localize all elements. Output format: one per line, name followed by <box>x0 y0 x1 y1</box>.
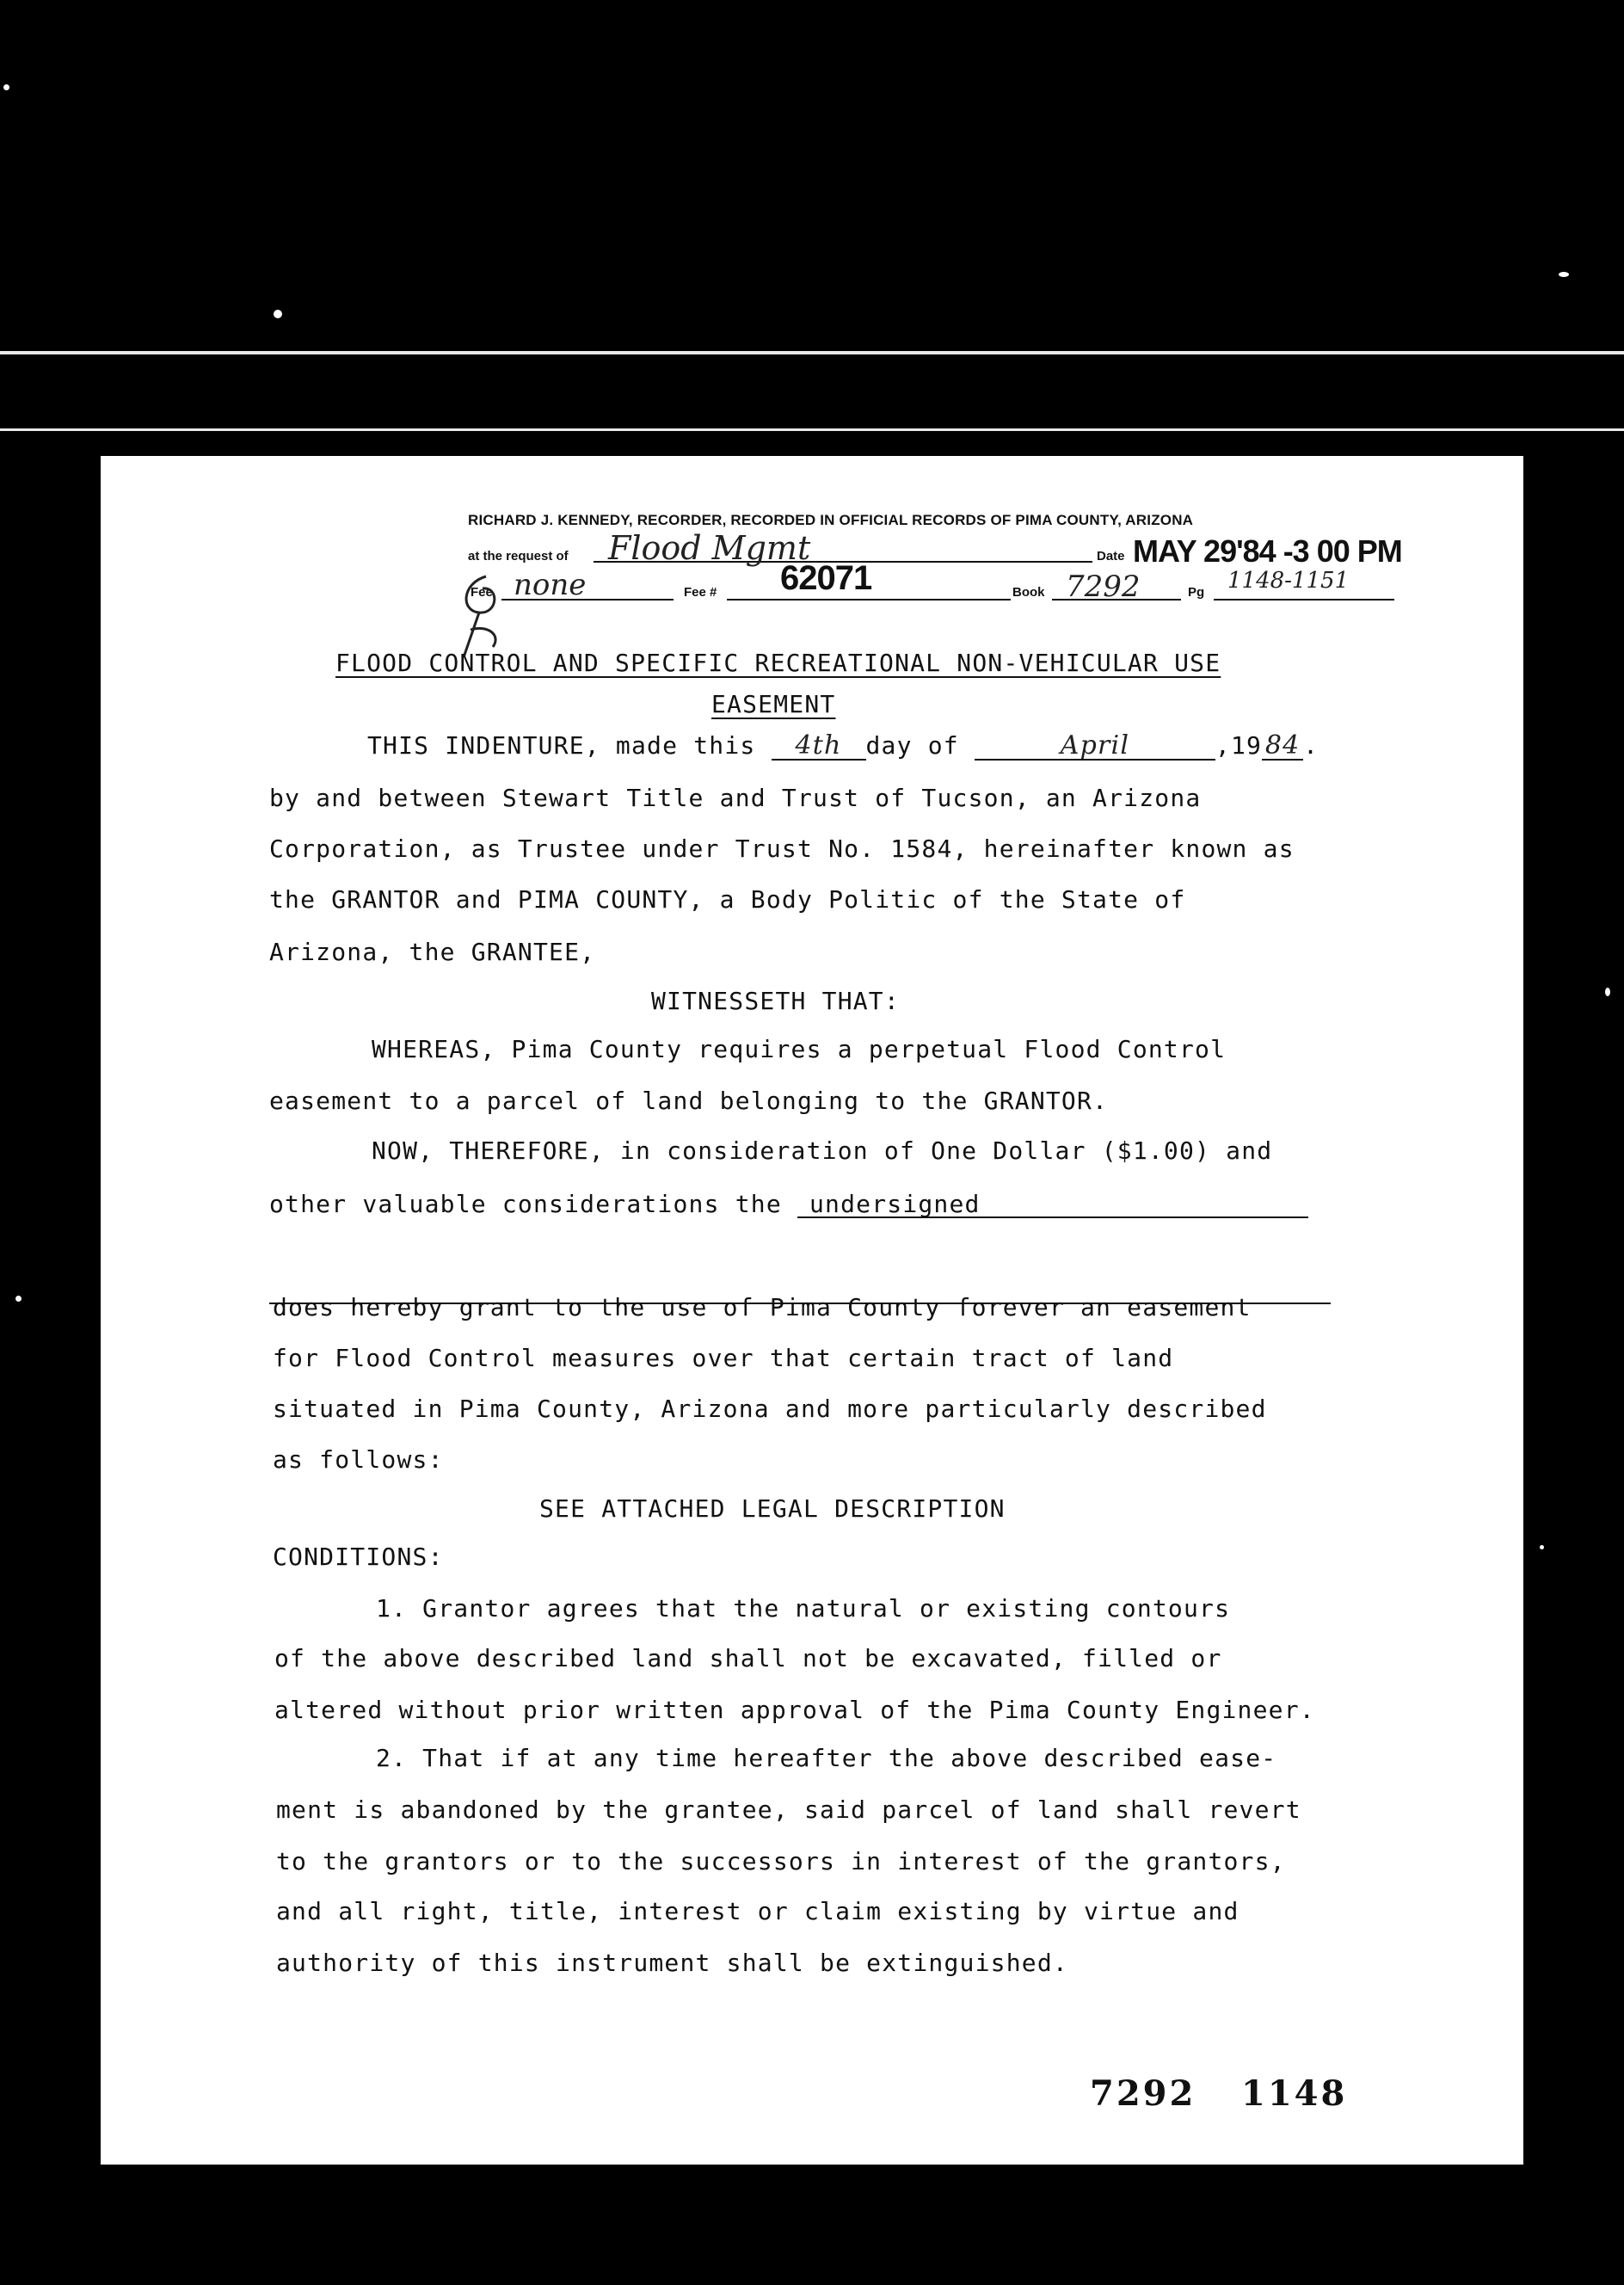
now-therefore-line: NOW, THEREFORE, in consideration of One Dollar ($1.00) and <box>372 1136 1273 1165</box>
grant-line: as follows: <box>273 1445 444 1474</box>
scan-speck <box>274 310 282 318</box>
indenture-line: THIS INDENTURE, made this 4th day of April ,19 84 . <box>367 730 1320 761</box>
fee-number-label: Fee # <box>684 585 717 600</box>
body-line: Arizona, the GRANTEE, <box>269 938 596 966</box>
document-title-line2: EASEMENT <box>711 690 836 718</box>
request-value: Flood Mgmt <box>608 529 811 567</box>
whereas-line: WHEREAS, Pima County requires a perpetual Flood Control <box>372 1035 1227 1063</box>
request-label: at the request of <box>468 549 569 564</box>
recorder-stamp-header: RICHARD J. KENNEDY, RECORDER, RECORDED IN OFFICIAL RECORDS OF PIMA COUNTY, ARIZONA <box>468 512 1194 528</box>
indenture-day-of: day of <box>865 731 959 760</box>
body-line: the GRANTOR and PIMA COUNTY, a Body Politic of the State of <box>269 885 1186 914</box>
now-therefore-line <box>269 1192 1308 1218</box>
page-underline <box>1214 599 1394 601</box>
document-title-line1: FLOOD CONTROL AND SPECIFIC RECREATIONAL NON-VEHICULAR USE <box>335 649 1221 677</box>
scan-speck <box>1559 272 1569 277</box>
scan-speck <box>1605 988 1610 996</box>
fee-label: Fee <box>471 585 493 600</box>
scan-speck <box>3 84 9 90</box>
indenture-month: April <box>975 733 1215 761</box>
condition-1-line: altered without prior written approval of the Pima County Engineer. <box>274 1696 1315 1724</box>
date-value: MAY 29'84 -3 00 PM <box>1133 533 1402 569</box>
fee-number-value: 62071 <box>780 559 872 597</box>
whereas-line: easement to a parcel of land belonging to the GRANTOR. <box>269 1087 1109 1115</box>
page-label: Pg <box>1188 585 1205 600</box>
scan-edge-bottom <box>0 428 1624 431</box>
grant-line: does hereby grant to the use of Pima County forever an easement <box>273 1293 1252 1321</box>
body-line: Corporation, as Trustee under Trust No. 1584, hereinafter known as <box>269 835 1295 863</box>
condition-2-line: 2. That if at any time hereafter the above described ease- <box>376 1744 1277 1772</box>
consideration-prefix: other valuable considerations the <box>269 1190 782 1218</box>
scan-edge-top <box>0 351 1624 354</box>
indenture-day: 4th <box>772 733 866 761</box>
condition-2-line: and all right, title, interest or claim existing by virtue and <box>276 1897 1240 1925</box>
date-label: Date <box>1097 549 1125 564</box>
fee-value: none <box>514 568 587 602</box>
conditions-heading: CONDITIONS: <box>273 1543 444 1571</box>
easement-document-page <box>101 456 1523 2165</box>
indenture-prefix: THIS INDENTURE, made this <box>367 731 756 760</box>
indenture-year-prefix: ,19 <box>1215 731 1263 760</box>
book-value: 7292 <box>1066 570 1141 604</box>
condition-1-line: of the above described land shall not be excavated, filled or <box>274 1644 1222 1672</box>
fee-number-underline <box>727 599 1011 601</box>
condition-1-line: 1. Grantor agrees that the natural or existing contours <box>376 1594 1231 1623</box>
condition-2-line: to the grantors or to the successors in interest of the grantors, <box>276 1847 1286 1875</box>
grant-line: for Flood Control measures over that certain tract of land <box>273 1344 1174 1372</box>
scan-speck <box>1540 1545 1544 1549</box>
book-label: Book <box>1012 585 1045 600</box>
consideration-party: undersigned <box>797 1192 1308 1218</box>
page-value: 1148-1151 <box>1227 568 1350 594</box>
indenture-year: 84 <box>1262 733 1303 761</box>
witnesseth-heading: WITNESSETH THAT: <box>651 987 900 1015</box>
see-attached-heading: SEE ATTACHED LEGAL DESCRIPTION <box>539 1494 1006 1523</box>
condition-2-line: ment is abandoned by the grantee, said parcel of land shall revert <box>276 1795 1301 1824</box>
book-number-footer: 7292 <box>1090 2073 1196 2114</box>
condition-2-line: authority of this instrument shall be extinguished. <box>276 1949 1068 1977</box>
page-number-footer: 1148 <box>1241 2073 1348 2114</box>
scan-speck <box>15 1296 22 1302</box>
body-line: by and between Stewart Title and Trust of Tucson, an Arizona <box>269 784 1202 812</box>
grant-line: situated in Pima County, Arizona and more particularly described <box>273 1395 1267 1423</box>
